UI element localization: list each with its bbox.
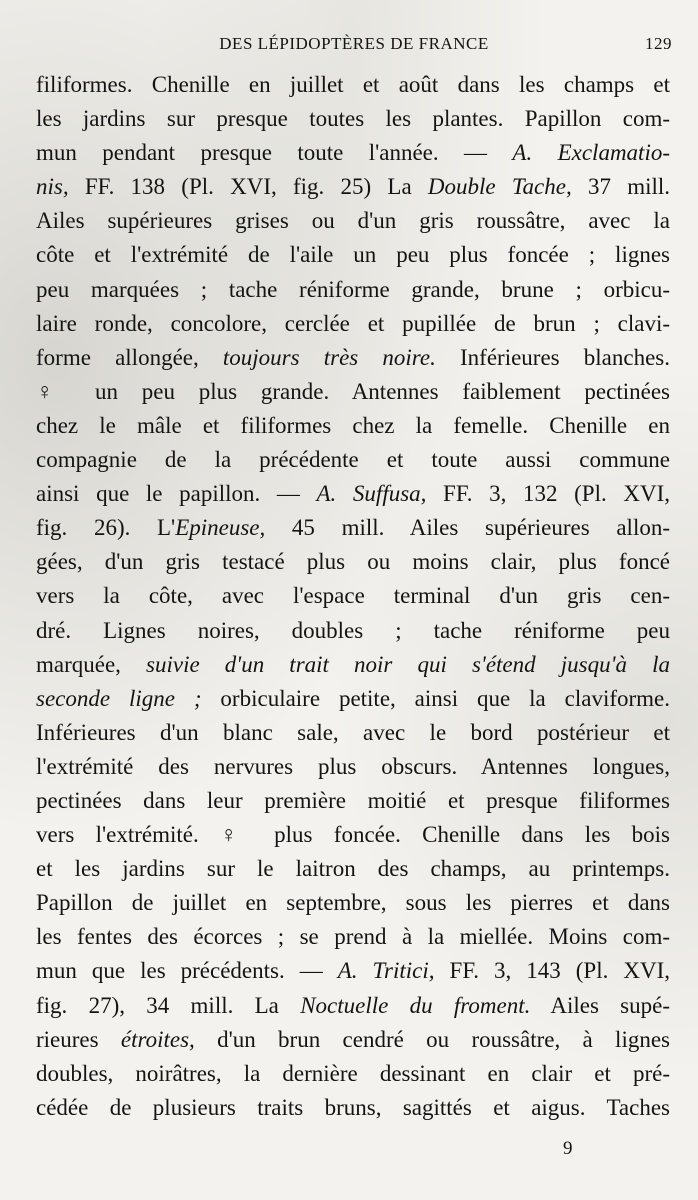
text-line	[36, 750, 670, 784]
text-segment: mun que les précédents. —	[36, 958, 338, 984]
text-segment: forme allongée,	[36, 344, 223, 370]
text-segment: suivie d'un trait noir qui s'étend jusqu'à la	[146, 651, 670, 677]
text-line	[36, 614, 670, 648]
text-line	[36, 648, 670, 682]
text-segment: 37 mill.	[571, 174, 670, 200]
text-line	[36, 954, 670, 988]
text-segment: ♀ un peu plus grande. Antennes faiblement pectinées	[36, 378, 670, 404]
text-segment: ainsi que le papillon. —	[36, 481, 317, 507]
text-segment: compagnie de la précédente et toute aussi commune	[36, 447, 670, 473]
text-line	[36, 375, 670, 409]
text-segment: A. Exclamatio-	[512, 140, 670, 166]
text-line	[36, 443, 670, 477]
text-segment: doubles, noirâtres, la dernière dessinant en clair et pré-	[36, 1060, 670, 1086]
text-segment: fig. 26). L'	[36, 515, 176, 541]
text-segment: vers l'extrémité. ♀ plus foncée. Chenille dans les bois	[36, 822, 670, 848]
text-line	[36, 477, 670, 511]
text-line	[36, 409, 670, 443]
text-line	[36, 307, 670, 341]
text-segment: fig. 27), 34 mill. La	[36, 992, 301, 1018]
text-line	[36, 511, 670, 545]
text-segment: FF. 3, 132 (Pl. XVI,	[426, 481, 670, 507]
text-segment: chez le mâle et filiformes chez la femelle. Chenille en	[36, 412, 670, 438]
text-segment: laire ronde, concolore, cerclée et pupillée de brun ; clavi-	[36, 310, 670, 336]
text-line	[36, 341, 670, 375]
text-segment: les fentes des écorces ; se prend à la miellée. Moins com-	[36, 924, 670, 950]
text-segment: rieures	[36, 1026, 121, 1052]
text-segment: peu marquées ; tache réniforme grande, brune ; orbicu-	[36, 276, 670, 302]
text-segment: étroites,	[120, 1026, 195, 1052]
text-segment: les jardins sur presque toutes les plantes. Papillon com-	[36, 106, 670, 132]
text-segment: côte et l'extrémité de l'aile un peu plus foncée ; lignes	[36, 242, 670, 268]
text-line	[36, 545, 670, 579]
text-segment: FF. 3, 143 (Pl. XVI,	[434, 958, 670, 984]
running-title: DES LÉPIDOPTÈRES DE FRANCE	[219, 34, 489, 53]
signature-mark: 9	[563, 1138, 573, 1159]
text-segment: gées, d'un gris testacé plus ou moins clair, plus foncé	[36, 549, 670, 575]
text-segment: marquée,	[36, 651, 147, 677]
text-line	[36, 852, 670, 886]
text-segment: seconde ligne ;	[36, 685, 202, 711]
text-segment: cédée de plusieurs traits bruns, sagittés et aigus. Taches	[36, 1094, 670, 1120]
text-line	[36, 579, 670, 613]
text-line	[36, 1023, 670, 1057]
text-segment: Noctuelle du froment.	[300, 992, 531, 1018]
text-segment: d'un brun cendré ou roussâtre, à lignes	[194, 1026, 670, 1052]
text-line	[36, 170, 670, 204]
text-line	[36, 818, 670, 852]
text-segment: Ailes supérieures grises ou d'un gris roussâtre, avec la	[36, 208, 670, 234]
text-segment: Double Tache,	[427, 174, 572, 200]
text-line	[36, 102, 670, 136]
text-line	[36, 136, 670, 170]
text-segment: Epineuse,	[175, 515, 266, 541]
text-segment: A. Suffusa,	[316, 481, 427, 507]
text-segment: 45 mill. Ailes supérieures allon-	[265, 515, 670, 541]
text-segment: pectinées dans leur première moitié et presque filiformes	[36, 787, 670, 813]
text-line	[36, 68, 670, 102]
text-segment: Papillon de juillet en septembre, sous les pierres et dans	[36, 890, 670, 916]
text-segment: l'extrémité des nervures plus obscurs. Antennes longues,	[36, 753, 670, 779]
text-line	[36, 682, 670, 716]
text-segment: FF. 138 (Pl. XVI, fig. 25) La	[68, 174, 428, 200]
text-segment: vers la côte, avec l'espace terminal d'un gris cen-	[36, 583, 670, 609]
text-segment: Ailes supé-	[530, 992, 670, 1018]
text-segment: Inférieures d'un blanc sale, avec le bord postérieur et	[36, 719, 670, 745]
text-line	[36, 204, 670, 238]
text-segment: filiformes. Chenille en juillet et août dans les champs et	[36, 72, 670, 97]
text-segment: nis,	[36, 174, 69, 200]
text-segment: Inférieures blanches.	[435, 344, 670, 370]
body-text	[36, 68, 670, 1125]
text-line	[36, 238, 670, 272]
text-segment: orbiculaire petite, ainsi que la claviforme.	[201, 685, 670, 711]
text-line	[36, 886, 670, 920]
text-line	[36, 920, 670, 954]
page-header	[36, 34, 672, 60]
text-segment: toujours très noire.	[222, 344, 436, 370]
text-segment: A. Tritici,	[337, 958, 435, 984]
text-segment: dré. Lignes noires, doubles ; tache réniforme peu	[36, 617, 670, 643]
page-number: 129	[645, 34, 672, 53]
text-segment: et les jardins sur le laitron des champs, au printemps.	[36, 856, 670, 882]
text-line	[36, 1091, 670, 1125]
text-line	[36, 273, 670, 307]
text-line	[36, 716, 670, 750]
text-line	[36, 989, 670, 1023]
text-line	[36, 784, 670, 818]
text-segment: mun pendant presque toute l'année. —	[36, 140, 513, 166]
text-line	[36, 1057, 670, 1091]
